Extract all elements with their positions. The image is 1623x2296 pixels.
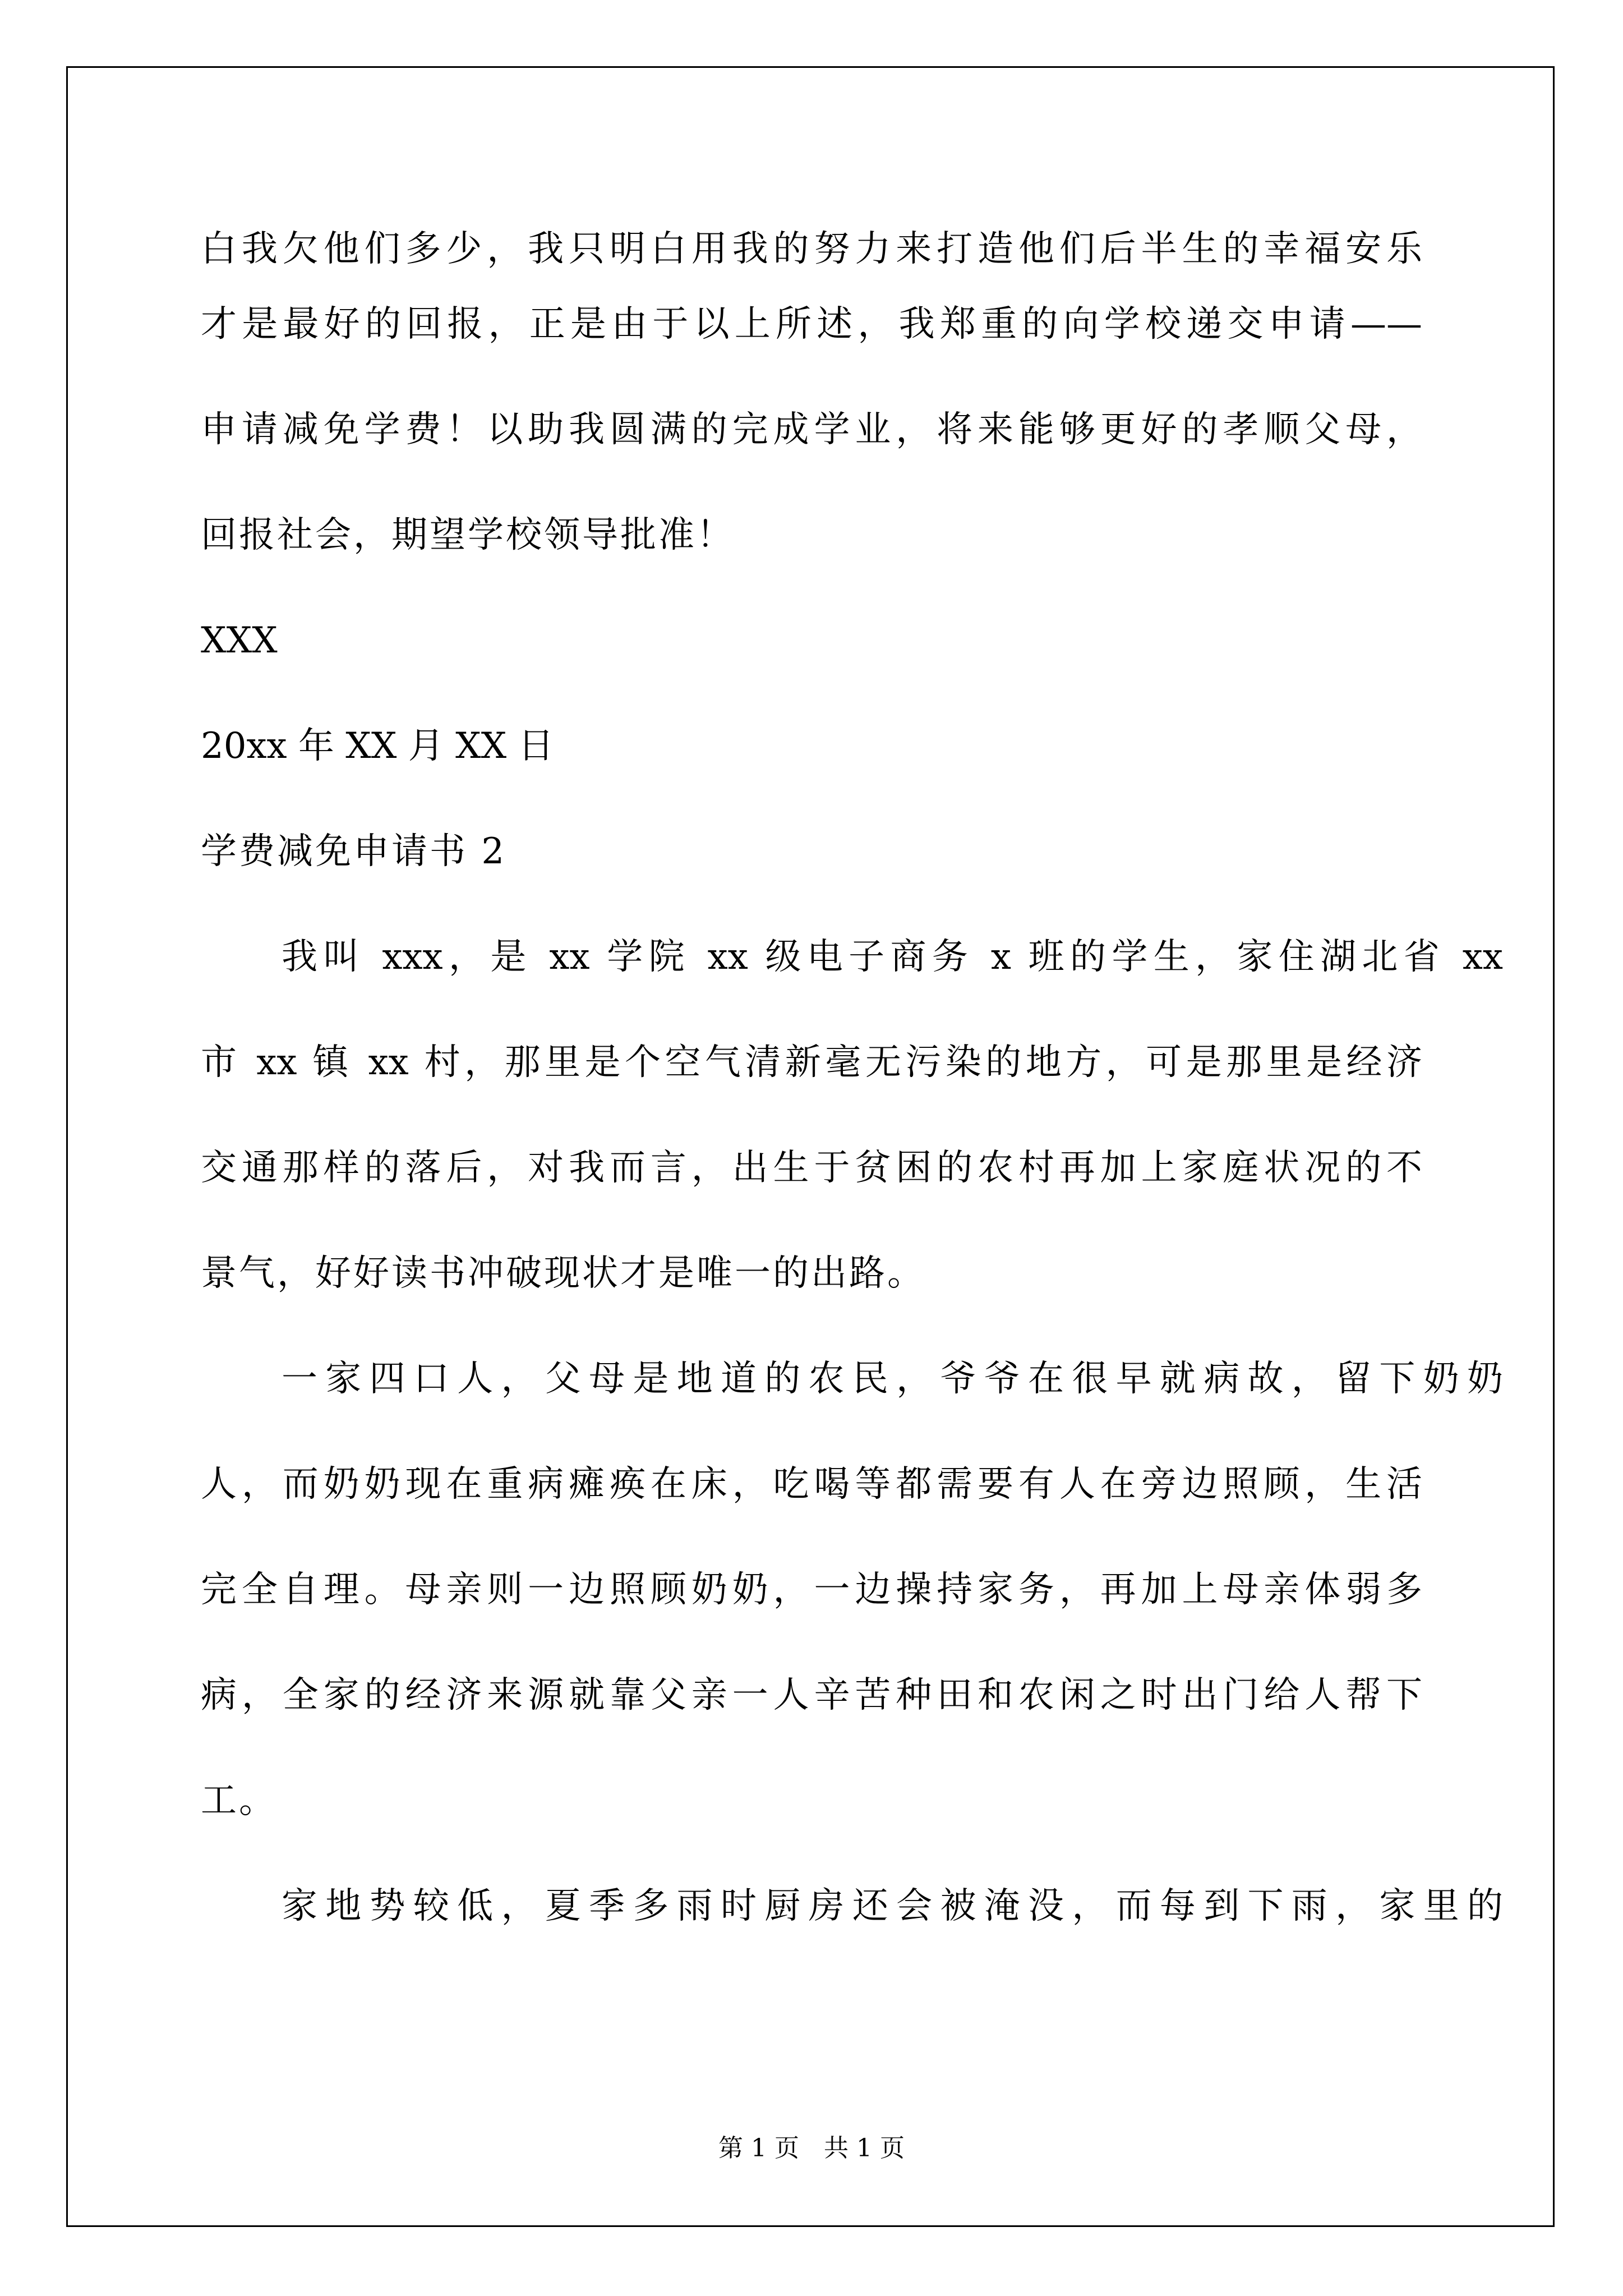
body-line: 我叫 xxx，是 xx 学院 xx 级电子商务 x 班的学生，家住湖北省 xx <box>282 936 1503 978</box>
body-line: 工。 <box>201 1780 277 1821</box>
body-line: 家地势较低，夏季多雨时厨房还会被淹没，而每到下雨，家里的 <box>282 1885 1503 1927</box>
body-line: 完全自理。母亲则一边照顾奶奶，一边操持家务，再加上母亲体弱多 <box>201 1569 1422 1611</box>
date-line: 20xx 年 XX 月 XX 日 <box>201 725 554 767</box>
body-line: 才是最好的回报，正是由于以上所述，我郑重的向学校递交申请—— <box>201 303 1422 345</box>
body-line: 病，全家的经济来源就靠父亲一人辛苦种田和农闲之时出门给人帮下 <box>201 1674 1422 1716</box>
body-line: 回报社会，期望学校领导批准！ <box>201 514 735 556</box>
body-line: 交通那样的落后，对我而言，出生于贫困的农村再加上家庭状况的不 <box>201 1147 1422 1189</box>
body-line: 一家四口人，父母是地道的农民，爷爷在很早就病故，留下奶奶 <box>282 1358 1503 1400</box>
body-line: 白我欠他们多少，我只明白用我的努力来打造他们后半生的幸福安乐 <box>201 228 1422 270</box>
signature-name: XXX <box>201 620 278 661</box>
body-line: 申请减免学费！以助我圆满的完成学业，将来能够更好的孝顺父母， <box>201 409 1422 450</box>
body-line: 人，而奶奶现在重病瘫痪在床，吃喝等都需要有人在旁边照顾，生活 <box>201 1464 1422 1505</box>
section-heading: 学费减免申请书 2 <box>201 831 507 872</box>
body-line: 市 xx 镇 xx 村，那里是个空气清新毫无污染的地方，可是那里是经济 <box>201 1042 1422 1083</box>
body-line: 景气，好好读书冲破现状才是唯一的出路。 <box>201 1253 925 1294</box>
page-number-footer: 第 1 页 共 1 页 <box>718 2134 905 2162</box>
